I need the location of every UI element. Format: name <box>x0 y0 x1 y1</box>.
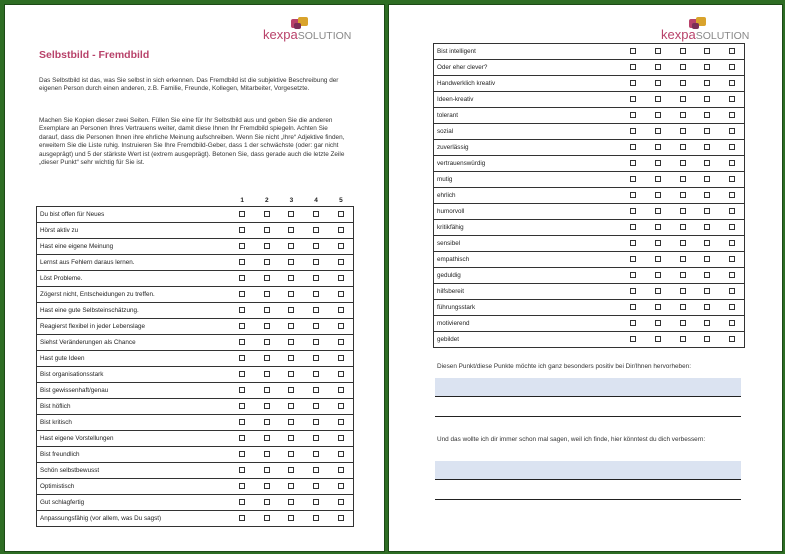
rating-checkbox[interactable] <box>264 387 270 393</box>
rating-checkbox[interactable] <box>338 227 344 233</box>
scale-header: 2 <box>254 195 279 207</box>
table-row <box>37 399 354 415</box>
rating-checkbox[interactable] <box>704 192 710 198</box>
rating-checkbox[interactable] <box>729 336 735 342</box>
rating-checkbox[interactable] <box>264 243 270 249</box>
rating-checkbox[interactable] <box>239 515 245 521</box>
rating-checkbox[interactable] <box>313 275 319 281</box>
table-row <box>434 300 745 316</box>
rating-checkbox[interactable] <box>680 240 686 246</box>
item-label: Hast eine gute Selbsteinschätzung. <box>37 303 230 319</box>
rating-checkbox[interactable] <box>239 355 245 361</box>
table-row <box>37 207 354 223</box>
rating-checkbox[interactable] <box>338 483 344 489</box>
table-row <box>37 287 354 303</box>
rating-checkbox[interactable] <box>655 96 661 102</box>
rating-checkbox[interactable] <box>729 272 735 278</box>
rating-checkbox[interactable] <box>704 320 710 326</box>
item-label: ehrlich <box>434 188 622 204</box>
rating-checkbox[interactable] <box>338 387 344 393</box>
table-row <box>37 415 354 431</box>
rating-checkbox[interactable] <box>729 192 735 198</box>
table-row <box>434 236 745 252</box>
rating-checkbox[interactable] <box>239 403 245 409</box>
rating-checkbox[interactable] <box>338 211 344 217</box>
rating-checkbox[interactable] <box>655 240 661 246</box>
rating-checkbox[interactable] <box>655 192 661 198</box>
rating-checkbox[interactable] <box>239 419 245 425</box>
rating-checkbox[interactable] <box>630 176 636 182</box>
item-label: Hast eine eigene Meinung <box>37 239 230 255</box>
rating-checkbox[interactable] <box>729 304 735 310</box>
rating-checkbox[interactable] <box>680 288 686 294</box>
rating-checkbox[interactable] <box>313 483 319 489</box>
rating-checkbox[interactable] <box>729 176 735 182</box>
rating-checkbox[interactable] <box>630 224 636 230</box>
rating-checkbox[interactable] <box>680 272 686 278</box>
table-row <box>434 60 745 76</box>
scale-header: 4 <box>304 195 329 207</box>
item-label: Zögerst nicht, Entscheidungen zu treffen. <box>37 287 230 303</box>
rating-checkbox[interactable] <box>313 211 319 217</box>
item-label: Du bist offen für Neues <box>37 207 230 223</box>
rating-checkbox[interactable] <box>729 80 735 86</box>
rating-checkbox[interactable] <box>264 499 270 505</box>
rating-checkbox[interactable] <box>288 355 294 361</box>
item-label: Lernst aus Fehlern daraus lernen. <box>37 255 230 271</box>
rating-checkbox[interactable] <box>239 291 245 297</box>
rating-checkbox[interactable] <box>655 336 661 342</box>
rating-checkbox[interactable] <box>239 435 245 441</box>
rating-checkbox[interactable] <box>630 208 636 214</box>
rating-checkbox[interactable] <box>264 275 270 281</box>
answer-field-improvement[interactable] <box>435 461 741 500</box>
rating-checkbox[interactable] <box>338 499 344 505</box>
rating-checkbox[interactable] <box>630 272 636 278</box>
rating-checkbox[interactable] <box>704 112 710 118</box>
rating-checkbox[interactable] <box>288 307 294 313</box>
rating-checkbox[interactable] <box>239 323 245 329</box>
item-label: Anpassungsfähig (vor allem, was Du sagst) <box>37 511 230 527</box>
table-row <box>434 108 745 124</box>
rating-checkbox[interactable] <box>313 339 319 345</box>
rating-checkbox[interactable] <box>630 240 636 246</box>
rating-table-right <box>433 43 745 348</box>
table-row <box>37 319 354 335</box>
rating-checkbox[interactable] <box>288 227 294 233</box>
item-label: humorvoll <box>434 204 622 220</box>
rating-checkbox[interactable] <box>655 224 661 230</box>
rating-checkbox[interactable] <box>729 128 735 134</box>
rating-checkbox[interactable] <box>729 96 735 102</box>
rating-checkbox[interactable] <box>655 304 661 310</box>
table-row <box>37 271 354 287</box>
rating-checkbox[interactable] <box>288 403 294 409</box>
rating-checkbox[interactable] <box>288 387 294 393</box>
item-label: vertrauenswürdig <box>434 156 622 172</box>
rating-checkbox[interactable] <box>630 320 636 326</box>
item-label: Bist freundlich <box>37 447 230 463</box>
rating-checkbox[interactable] <box>338 355 344 361</box>
table-row <box>37 511 354 527</box>
rating-checkbox[interactable] <box>313 499 319 505</box>
rating-checkbox[interactable] <box>264 435 270 441</box>
question-positive: Diesen Punkt/diese Punkte möchte ich ganz besonders positiv bei Dir/Ihnen hervorheben: <box>437 363 691 370</box>
rating-checkbox[interactable] <box>288 275 294 281</box>
rating-checkbox[interactable] <box>655 256 661 262</box>
table-row <box>434 172 745 188</box>
rating-checkbox[interactable] <box>680 320 686 326</box>
table-row <box>434 316 745 332</box>
rating-checkbox[interactable] <box>288 419 294 425</box>
rating-checkbox[interactable] <box>704 144 710 150</box>
rating-checkbox[interactable] <box>655 272 661 278</box>
rating-checkbox[interactable] <box>338 291 344 297</box>
rating-checkbox[interactable] <box>630 288 636 294</box>
rating-checkbox[interactable] <box>655 144 661 150</box>
rating-checkbox[interactable] <box>655 320 661 326</box>
table-row <box>434 92 745 108</box>
intro-text: Das Selbstbild ist das, was Sie selbst in sich erkennen. Das Fremdbild ist die subjektive Beschreibung der eigenen Person durch einen anderen, z.B. Familie, Freunde, Kollegen, Mitarbeiter, Vorgesetzte. <box>39 77 339 93</box>
rating-checkbox[interactable] <box>239 243 245 249</box>
rating-checkbox[interactable] <box>630 160 636 166</box>
rating-checkbox[interactable] <box>704 64 710 70</box>
rating-checkbox[interactable] <box>704 128 710 134</box>
rating-checkbox[interactable] <box>288 483 294 489</box>
table-row <box>37 463 354 479</box>
rating-checkbox[interactable] <box>264 371 270 377</box>
rating-checkbox[interactable] <box>338 243 344 249</box>
rating-checkbox[interactable] <box>729 160 735 166</box>
rating-checkbox[interactable] <box>288 451 294 457</box>
item-label: geduldig <box>434 268 622 284</box>
item-label: motivierend <box>434 316 622 332</box>
logo-text: kexpaSOLUTION <box>661 27 750 42</box>
instructions-text: Machen Sie Kopien dieser zwei Seiten. Füllen Sie eine für Ihr Selbstbild aus und geben Sie die anderen Exemplare an Personen Ihres Vertrauens weiter, damit diese Ihnen Ihr Fremdbild spiegeln. Achten Sie darauf, dass die Personen Ihnen ihre ehrliche Meinung aufschreiben. Wenn Sie nicht „Ihre“ Adjektive finden, erweitern Sie die Liste ruhig. Instruieren Sie Ihre Fremdbild-Geber, dass 1 der schwächste (oder: gar nicht ausgeprägt) und 5 der stärkste Wert ist (extrem ausgeprägt). Betonen Sie, dass gerade auch die letzte Zeile „dieser Punkt“ sehr wichtig für Sie ist. <box>39 117 345 167</box>
table-row <box>37 431 354 447</box>
rating-checkbox[interactable] <box>729 208 735 214</box>
table-row <box>37 303 354 319</box>
rating-checkbox[interactable] <box>264 339 270 345</box>
table-row <box>37 495 354 511</box>
rating-checkbox[interactable] <box>680 176 686 182</box>
rating-checkbox[interactable] <box>630 192 636 198</box>
right-page <box>388 4 783 552</box>
table-row <box>37 383 354 399</box>
item-label: Hast eigene Vorstellungen <box>37 431 230 447</box>
rating-checkbox[interactable] <box>680 304 686 310</box>
rating-checkbox[interactable] <box>338 419 344 425</box>
rating-checkbox[interactable] <box>288 467 294 473</box>
rating-checkbox[interactable] <box>264 307 270 313</box>
rating-checkbox[interactable] <box>680 192 686 198</box>
item-label: gebildet <box>434 332 622 348</box>
item-label: empathisch <box>434 252 622 268</box>
rating-checkbox[interactable] <box>313 515 319 521</box>
item-label: Optimistisch <box>37 479 230 495</box>
rating-checkbox[interactable] <box>655 48 661 54</box>
rating-checkbox[interactable] <box>630 128 636 134</box>
rating-checkbox[interactable] <box>313 419 319 425</box>
page-title: Selbstbild - Fremdbild <box>39 49 150 61</box>
rating-checkbox[interactable] <box>655 112 661 118</box>
table-row <box>434 268 745 284</box>
left-page <box>4 4 385 552</box>
rating-checkbox[interactable] <box>338 339 344 345</box>
item-label: kritikfähig <box>434 220 622 236</box>
answer-field-positive[interactable] <box>435 378 741 417</box>
table-row <box>37 351 354 367</box>
item-label: Löst Probleme. <box>37 271 230 287</box>
rating-checkbox[interactable] <box>655 288 661 294</box>
item-label: Handwerklich kreativ <box>434 76 622 92</box>
rating-checkbox[interactable] <box>338 403 344 409</box>
rating-checkbox[interactable] <box>313 451 319 457</box>
rating-checkbox[interactable] <box>704 336 710 342</box>
rating-checkbox[interactable] <box>630 48 636 54</box>
rating-table-left <box>36 195 354 527</box>
rating-checkbox[interactable] <box>630 256 636 262</box>
rating-checkbox[interactable] <box>288 211 294 217</box>
rating-checkbox[interactable] <box>288 371 294 377</box>
rating-checkbox[interactable] <box>680 128 686 134</box>
rating-checkbox[interactable] <box>313 403 319 409</box>
rating-checkbox[interactable] <box>630 304 636 310</box>
rating-checkbox[interactable] <box>313 291 319 297</box>
rating-checkbox[interactable] <box>264 451 270 457</box>
rating-checkbox[interactable] <box>239 451 245 457</box>
rating-checkbox[interactable] <box>288 291 294 297</box>
rating-checkbox[interactable] <box>630 80 636 86</box>
rating-checkbox[interactable] <box>239 339 245 345</box>
item-label: Hörst aktiv zu <box>37 223 230 239</box>
table-row <box>434 332 745 348</box>
rating-checkbox[interactable] <box>264 259 270 265</box>
rating-checkbox[interactable] <box>704 288 710 294</box>
table-row <box>434 44 745 60</box>
rating-checkbox[interactable] <box>288 259 294 265</box>
rating-checkbox[interactable] <box>729 288 735 294</box>
rating-checkbox[interactable] <box>288 499 294 505</box>
logo-text: kexpaSOLUTION <box>263 27 352 42</box>
rating-checkbox[interactable] <box>264 323 270 329</box>
rating-checkbox[interactable] <box>729 64 735 70</box>
rating-checkbox[interactable] <box>288 243 294 249</box>
rating-checkbox[interactable] <box>729 240 735 246</box>
rating-checkbox[interactable] <box>239 307 245 313</box>
rating-checkbox[interactable] <box>680 160 686 166</box>
scale-header: 1 <box>230 195 255 207</box>
item-label: Gut schlagfertig <box>37 495 230 511</box>
rating-checkbox[interactable] <box>680 80 686 86</box>
rating-checkbox[interactable] <box>655 80 661 86</box>
table-row <box>37 479 354 495</box>
rating-checkbox[interactable] <box>264 403 270 409</box>
rating-checkbox[interactable] <box>729 48 735 54</box>
question-improvement: Und das wollte ich dir immer schon mal sagen, weil ich finde, hier könntest du dich verbessern: <box>437 436 706 443</box>
rating-checkbox[interactable] <box>704 304 710 310</box>
item-label: Oder eher clever? <box>434 60 622 76</box>
item-label: Bist höflich <box>37 399 230 415</box>
rating-checkbox[interactable] <box>239 211 245 217</box>
rating-checkbox[interactable] <box>680 336 686 342</box>
table-row <box>434 140 745 156</box>
rating-checkbox[interactable] <box>338 307 344 313</box>
rating-checkbox[interactable] <box>239 227 245 233</box>
rating-checkbox[interactable] <box>655 160 661 166</box>
rating-checkbox[interactable] <box>338 467 344 473</box>
rating-checkbox[interactable] <box>239 387 245 393</box>
rating-checkbox[interactable] <box>704 224 710 230</box>
rating-checkbox[interactable] <box>288 339 294 345</box>
rating-checkbox[interactable] <box>680 144 686 150</box>
item-label: Reagierst flexibel in jeder Lebenslage <box>37 319 230 335</box>
item-label: sozial <box>434 124 622 140</box>
item-label: Bist intelligent <box>434 44 622 60</box>
rating-checkbox[interactable] <box>239 371 245 377</box>
table-row <box>434 76 745 92</box>
rating-checkbox[interactable] <box>704 160 710 166</box>
rating-checkbox[interactable] <box>630 96 636 102</box>
item-label: Siehst Veränderungen als Chance <box>37 335 230 351</box>
scale-header: 5 <box>328 195 353 207</box>
rating-checkbox[interactable] <box>680 224 686 230</box>
rating-checkbox[interactable] <box>680 48 686 54</box>
rating-checkbox[interactable] <box>338 451 344 457</box>
table-row <box>37 367 354 383</box>
rating-checkbox[interactable] <box>264 227 270 233</box>
item-label: Hast gute Ideen <box>37 351 230 367</box>
rating-checkbox[interactable] <box>630 144 636 150</box>
item-label: Bist organisationsstark <box>37 367 230 383</box>
rating-checkbox[interactable] <box>239 483 245 489</box>
rating-checkbox[interactable] <box>338 275 344 281</box>
item-label: sensibel <box>434 236 622 252</box>
rating-checkbox[interactable] <box>680 112 686 118</box>
rating-checkbox[interactable] <box>313 355 319 361</box>
rating-checkbox[interactable] <box>239 259 245 265</box>
rating-checkbox[interactable] <box>655 128 661 134</box>
rating-checkbox[interactable] <box>264 291 270 297</box>
rating-checkbox[interactable] <box>704 176 710 182</box>
rating-checkbox[interactable] <box>264 467 270 473</box>
rating-checkbox[interactable] <box>239 499 245 505</box>
rating-checkbox[interactable] <box>313 323 319 329</box>
rating-checkbox[interactable] <box>680 64 686 70</box>
rating-checkbox[interactable] <box>264 211 270 217</box>
rating-checkbox[interactable] <box>313 387 319 393</box>
scale-header: 3 <box>279 195 304 207</box>
rating-checkbox[interactable] <box>630 112 636 118</box>
rating-checkbox[interactable] <box>338 259 344 265</box>
rating-checkbox[interactable] <box>313 259 319 265</box>
rating-checkbox[interactable] <box>338 323 344 329</box>
table-row <box>37 335 354 351</box>
item-label: hilfsbereit <box>434 284 622 300</box>
rating-checkbox[interactable] <box>338 371 344 377</box>
rating-checkbox[interactable] <box>704 80 710 86</box>
rating-checkbox[interactable] <box>239 467 245 473</box>
item-label: Bist kritisch <box>37 415 230 431</box>
rating-checkbox[interactable] <box>313 307 319 313</box>
rating-checkbox[interactable] <box>704 272 710 278</box>
item-label: Schön selbstbewusst <box>37 463 230 479</box>
rating-checkbox[interactable] <box>704 208 710 214</box>
rating-checkbox[interactable] <box>704 240 710 246</box>
table-row <box>434 156 745 172</box>
rating-checkbox[interactable] <box>729 112 735 118</box>
rating-checkbox[interactable] <box>288 435 294 441</box>
rating-checkbox[interactable] <box>313 371 319 377</box>
rating-checkbox[interactable] <box>264 355 270 361</box>
rating-checkbox[interactable] <box>264 483 270 489</box>
table-row <box>434 284 745 300</box>
rating-checkbox[interactable] <box>655 64 661 70</box>
rating-checkbox[interactable] <box>313 227 319 233</box>
table-row <box>434 188 745 204</box>
table-row <box>37 447 354 463</box>
rating-checkbox[interactable] <box>338 435 344 441</box>
table-row <box>434 124 745 140</box>
rating-checkbox[interactable] <box>338 515 344 521</box>
rating-checkbox[interactable] <box>264 515 270 521</box>
item-label: mutig <box>434 172 622 188</box>
rating-checkbox[interactable] <box>680 256 686 262</box>
rating-checkbox[interactable] <box>288 323 294 329</box>
rating-checkbox[interactable] <box>239 275 245 281</box>
table-row <box>434 252 745 268</box>
rating-checkbox[interactable] <box>655 176 661 182</box>
item-label: tolerant <box>434 108 622 124</box>
rating-checkbox[interactable] <box>313 243 319 249</box>
rating-checkbox[interactable] <box>704 256 710 262</box>
rating-checkbox[interactable] <box>264 419 270 425</box>
item-label: führungsstark <box>434 300 622 316</box>
item-label: Bist gewissenhaft/genau <box>37 383 230 399</box>
rating-checkbox[interactable] <box>680 208 686 214</box>
table-row <box>37 239 354 255</box>
table-row <box>434 220 745 236</box>
table-row <box>37 223 354 239</box>
rating-checkbox[interactable] <box>288 515 294 521</box>
rating-checkbox[interactable] <box>313 435 319 441</box>
rating-checkbox[interactable] <box>680 96 686 102</box>
rating-checkbox[interactable] <box>729 224 735 230</box>
rating-checkbox[interactable] <box>729 144 735 150</box>
rating-checkbox[interactable] <box>704 48 710 54</box>
rating-checkbox[interactable] <box>704 96 710 102</box>
item-label: zuverlässig <box>434 140 622 156</box>
rating-checkbox[interactable] <box>630 336 636 342</box>
table-row <box>434 204 745 220</box>
item-label: Ideen-kreativ <box>434 92 622 108</box>
rating-checkbox[interactable] <box>313 467 319 473</box>
rating-checkbox[interactable] <box>729 320 735 326</box>
rating-checkbox[interactable] <box>630 64 636 70</box>
rating-checkbox[interactable] <box>655 208 661 214</box>
rating-checkbox[interactable] <box>729 256 735 262</box>
table-row <box>37 255 354 271</box>
